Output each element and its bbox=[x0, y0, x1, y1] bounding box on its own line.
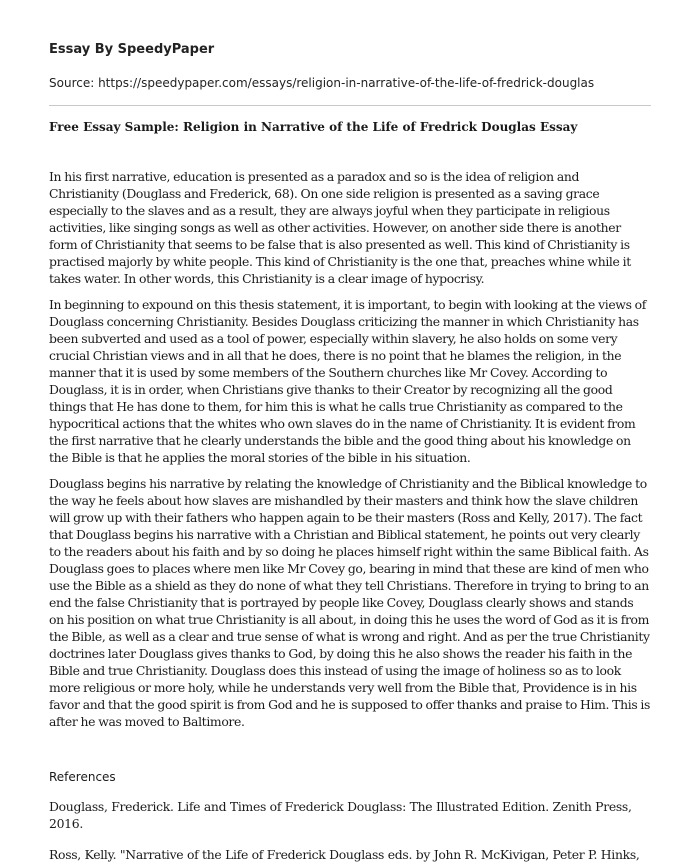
essay-title: Free Essay Sample: Religion in Narrative of the Life of Fredrick Douglas Essay bbox=[49, 120, 578, 134]
essay-body bbox=[49, 168, 651, 730]
header-divider bbox=[49, 105, 651, 106]
reference-item: Ross, Kelly. "Narrative of the Life of Frederick Douglass eds. by John R. McKivigan, Peter P. Hinks, bbox=[49, 847, 640, 862]
reference-item: Douglass, Frederick. Life and Times of Frederick Douglass: The Illustrated Edition. Zenith Press, 2016. bbox=[49, 799, 632, 831]
paragraph: In his first narrative, education is presented as a paradox and so is the idea of religion and Christianity (Douglass and Frederick, 68). On one side religion is presented as a saving grace especially to the slaves and as a result, they are always joyful when they participate in religious activities, like singing songs as well as other activities. However, on another side there is another form of Christianity that seems to be false that is also presented as well. This kind of Christianity is practised majorly by white people. This kind of Christianity is the one that, preaches whine while it takes water. In other words, this Christianity is a clear image of hypocrisy. bbox=[49, 169, 631, 286]
paragraph: Douglass begins his narrative by relating the knowledge of Christianity and the Biblical knowledge to the way he feels about how slaves are mishandled by their masters and think how the slave children will grow up with their fathers who happen again to be their masters (Ross and Kelly, 2017). The fact that Douglass begins his narrative with a Christian and Biblical statement, he points out very clearly to the readers about his faith and by so doing he places himself right within the same Biblical faith. As Douglass goes to places where men like Mr Covey go, bearing in mind that these are kind of men who use the Bible as a shield as they do none of what they tell Christians. Therefore in trying to bring to an end the false Christianity that is portrayed by people like Covey, Douglass clearly shows and stands on his position on what true Christianity is all about, in doing this he uses the word of God as it is from the Bible, as well as a clear and true sense of what is wrong and right. And as per the true Christianity doctrines later Douglass gives thanks to God, by doing this he also shows the reader his faith in the Bible and true Christianity. Douglass does this instead of using the image of holiness so as to look more religious or more holy, while he understands very well from the Bible that, Providence is in his favor and that the good spirit is from God and he is supposed to offer thanks and praise to Him. This is after he was moved to Baltimore. bbox=[49, 476, 651, 729]
references-heading: References bbox=[49, 770, 116, 784]
brand-header: Essay By SpeedyPaper bbox=[49, 42, 215, 57]
source-line: Source: https://speedypaper.com/essays/religion-in-narrative-of-the-life-of-fredrick-douglas bbox=[49, 76, 595, 90]
paragraph: In beginning to expound on this thesis statement, it is important, to begin with looking at the views of Douglass concerning Christianity. Besides Douglass criticizing the manner in which Christianity has been subverted and used as a tool of power, especially within slavery, he also holds on some very crucial Christian views and in all that he does, there is no point that he blames the religion, in the manner that it is used by some members of the Southern churches like Mr Covey. According to Douglass, it is in order, when Christians give thanks to their Creator by recognizing all the good things that He has done to them, for him this is what he calls true Christianity as compared to the hypocritical actions that the whites who own slaves do in the name of Christianity. It is evident from the first narrative that he clearly understands the bible and the good thing about his knowledge on the Bible is that he applies the moral stories of the bible in his situation. bbox=[49, 297, 647, 465]
